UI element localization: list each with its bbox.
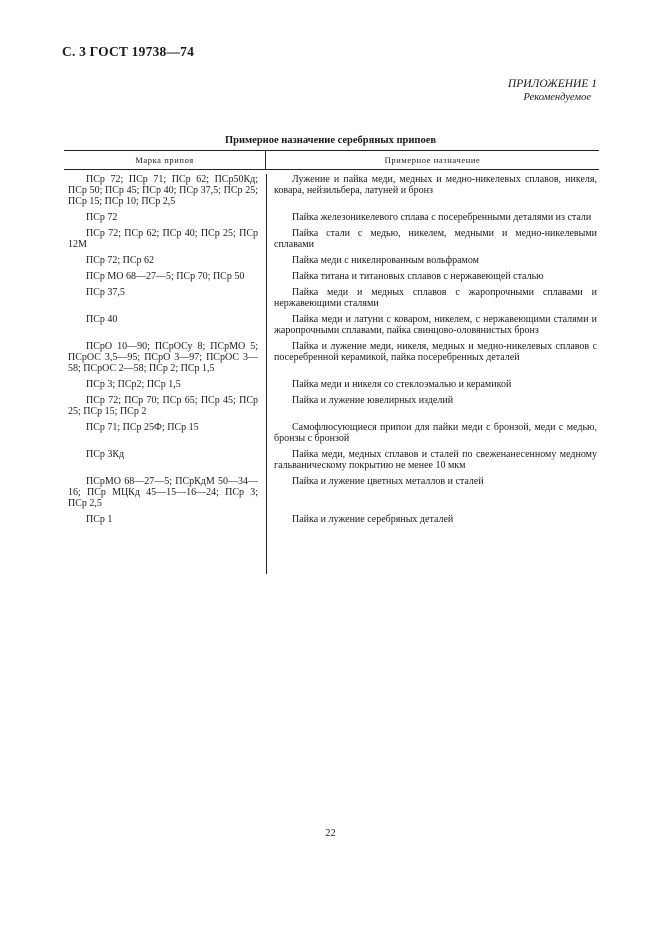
- brand-cell: ПСр 72; ПСр 71; ПСр 62; ПСр50Кд; ПСр 50; ПСр 45; ПСр 40; ПСр 37,5; ПСр 25; ПСр 15; ПСр 10; ПСр 2,5: [68, 174, 258, 207]
- purpose-cell: Пайка титана и титановых сплавов с нержавеющей сталью: [292, 271, 544, 282]
- brand-cell: ПСрМО 68—27—5; ПСрКдМ 50—34—16; ПСр МЦКд 45—15—16—24; ПСр 3; ПСр 2,5: [68, 476, 258, 509]
- purpose-cell: Пайка и лужение ювелирных изделий: [292, 395, 454, 406]
- column-header-purpose: Примерное назначение: [384, 155, 481, 165]
- table-row: [64, 395, 599, 417]
- brand-cell: ПСр 72; ПСр 70; ПСр 65; ПСр 45; ПСр 25; ПСр 15; ПСр 2: [68, 395, 258, 417]
- purpose-cell: Пайка и лужение меди, никеля, медных и медно-никелевых сплавов с посеребренной керамикой, пайка посеребренных деталей: [274, 341, 597, 363]
- brand-cell: ПСр 72: [86, 212, 118, 223]
- purpose-cell: Пайка меди с никелированным вольфрамом: [292, 255, 479, 266]
- table-row: [64, 449, 599, 471]
- table-row: [64, 271, 599, 282]
- purpose-cell: Пайка и лужение цветных металлов и сталей: [292, 476, 484, 487]
- appendix-subtitle: Рекомендуемое: [523, 92, 591, 103]
- brand-cell: ПСр МО 68—27—5; ПСр 70; ПСр 50: [86, 271, 245, 282]
- brand-cell: ПСр 3; ПСр2; ПСр 1,5: [86, 379, 181, 390]
- table-row: [64, 255, 599, 266]
- brand-cell: ПСрО 10—90; ПСрОСу 8; ПСрМО 5; ПСрОС 3,5—95; ПСрО 3—97; ПСрОС 3—58; ПСрОС 2—58; ПСр 2; ПСр 1,5: [68, 341, 258, 374]
- table-row: [64, 287, 599, 309]
- brand-cell: ПСр 40: [86, 314, 118, 325]
- brand-cell: ПСр 72; ПСр 62: [86, 255, 155, 266]
- table-row: [64, 514, 599, 525]
- table-row: [64, 422, 599, 444]
- table-row: [64, 314, 599, 336]
- table-row: [64, 228, 599, 250]
- purpose-cell: Лужение и пайка меди, медных и медно-никелевых сплавов, никеля, ковара, нейзильбера, латуней и бронз: [274, 174, 597, 196]
- page-header: С. 3 ГОСТ 19738—74: [62, 44, 195, 59]
- page-number: 22: [325, 828, 336, 839]
- table-title: Примерное назначение серебряных припоев: [224, 135, 437, 146]
- table-row: [64, 174, 599, 207]
- appendix-label: [508, 78, 597, 104]
- purpose-cell: Самофлюсующиеся припои для пайки меди с бронзой, меди с медью, бронзы с бронзой: [274, 422, 597, 444]
- table-row: [64, 379, 599, 390]
- purpose-cell: Пайка железоникелевого сплава с посеребренными деталями из стали: [292, 212, 592, 223]
- table-row: [64, 476, 599, 509]
- table-header: [64, 150, 599, 170]
- purpose-cell: Пайка и лужение серебряных деталей: [292, 514, 454, 525]
- column-header-brand: Марка припоя: [64, 151, 266, 169]
- brand-cell: ПСр 1: [86, 514, 113, 525]
- brand-cell: ПСр 3Кд: [86, 449, 125, 460]
- purpose-cell: Пайка стали с медью, никелем, медными и медно-никелевыми сплавами: [274, 228, 597, 250]
- purpose-cell: Пайка меди и латуни с коваром, никелем, с нержавеющими сталями и жаропрочными сплавами, пайка свинцово-оловянистых бронз: [274, 314, 597, 336]
- purpose-cell: Пайка меди и никеля со стеклоэмалью и керамикой: [292, 379, 512, 390]
- brand-cell: ПСр 37,5: [86, 287, 125, 298]
- purpose-cell: Пайка меди и медных сплавов с жаропрочными сплавами и нержавеющими сталями: [274, 287, 597, 309]
- table-row: [64, 341, 599, 374]
- brand-cell: ПСр 72; ПСр 62; ПСр 40; ПСр 25; ПСр 12М: [68, 228, 258, 250]
- table-row: [64, 212, 599, 223]
- purpose-cell: Пайка меди, медных сплавов и сталей по свеженанесенному медному гальваническому покрытию не менее 10 мкм: [274, 449, 597, 471]
- appendix-title: ПРИЛОЖЕНИЕ 1: [507, 78, 597, 90]
- table-body: [64, 174, 599, 525]
- solder-table: [64, 150, 599, 530]
- brand-cell: ПСр 71; ПСр 25Ф; ПСр 15: [86, 422, 199, 433]
